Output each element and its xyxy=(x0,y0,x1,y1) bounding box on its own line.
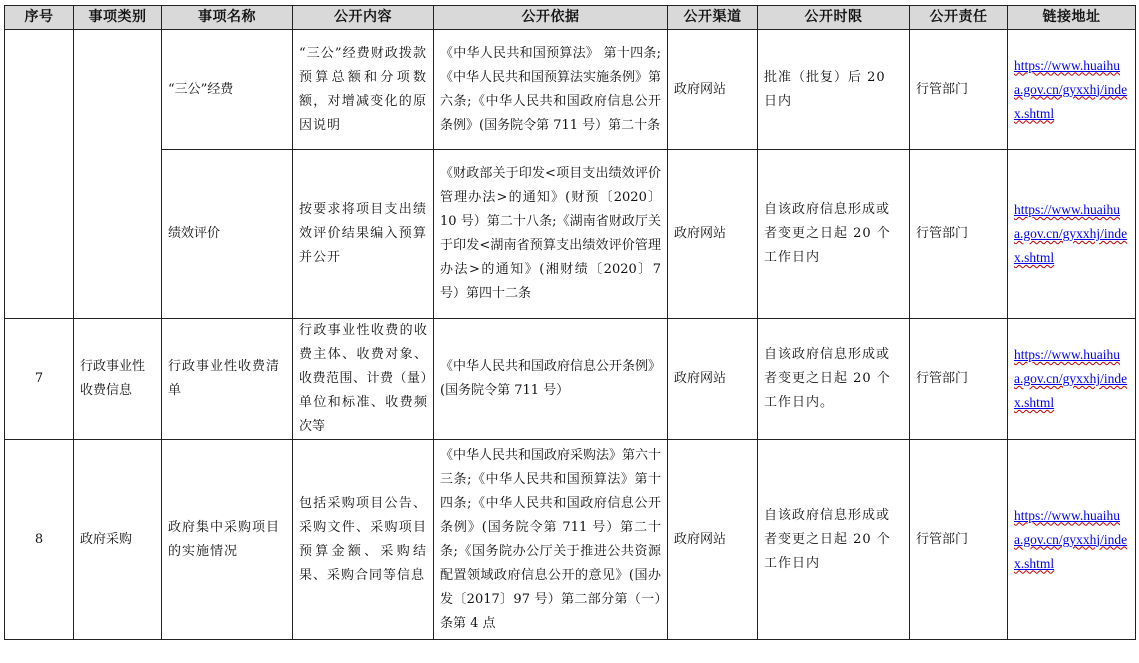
content-cell: “三公”经费财政拨款预算总额和分项数额，对增减变化的原因说明 xyxy=(293,30,434,150)
header-timeline: 公开时限 xyxy=(758,6,910,30)
link-text[interactable]: https://www.huaihua.gov.cn/gyxxhj/index.shtml xyxy=(1014,57,1128,121)
header-name: 事项名称 xyxy=(162,6,293,30)
table-row xyxy=(5,440,1136,640)
table-row xyxy=(5,319,1136,440)
header-category: 事项类别 xyxy=(74,6,162,30)
link-text[interactable]: https://www.huaihua.gov.cn/gyxxhj/index.shtml xyxy=(1014,347,1128,410)
link-text[interactable]: https://www.huaihua.gov.cn/gyxxhj/index.shtml xyxy=(1014,202,1128,265)
category-cell xyxy=(74,30,162,319)
name-cell: 绩效评价 xyxy=(162,150,293,319)
disclosure-table xyxy=(4,5,1136,640)
responsibility-cell: 行管部门 xyxy=(910,319,1008,440)
header-responsibility: 公开责任 xyxy=(910,6,1008,30)
link-url[interactable] xyxy=(1014,343,1129,415)
basis-cell: 《中华人民共和国政府采购法》第六十三条;《中华人民共和国预算法》第十四条;《中华人民共和国政府信息公开条例》(国务院令第 711 号）第二十条;《国务院办公厅关于推进公共资源配置领域政府信息公开的意见》(国办发〔2017〕97 号）第二部分第（一）条第 4 点 xyxy=(434,440,668,640)
disclosure-table-page xyxy=(4,5,1135,642)
responsibility-cell: 行管部门 xyxy=(910,30,1008,150)
channel-cell: 政府网站 xyxy=(668,30,758,150)
link-cell xyxy=(1008,440,1136,640)
timeline-cell: 自该政府信息形成或者变更之日起 20 个工作日内 xyxy=(758,150,910,319)
table-row xyxy=(5,30,1136,150)
table-row xyxy=(5,150,1136,319)
responsibility-cell: 行管部门 xyxy=(910,440,1008,640)
channel-cell: 政府网站 xyxy=(668,150,758,319)
category-cell: 政府采购 xyxy=(74,440,162,640)
channel-cell: 政府网站 xyxy=(668,319,758,440)
content-cell: 行政事业性收费的收费主体、收费对象、收费范围、计费（量）单位和标准、收费频次等 xyxy=(293,319,434,440)
category-cell: 行政事业性收费信息 xyxy=(74,319,162,440)
responsibility-cell: 行管部门 xyxy=(910,150,1008,319)
content-cell: 包括采购项目公告、采购文件、采购项目预算金额、采购结果、采购合同等信息 xyxy=(293,440,434,640)
header-link: 链接地址 xyxy=(1008,6,1136,30)
link-url[interactable] xyxy=(1014,54,1129,126)
timeline-cell: 自该政府信息形成或者变更之日起 20 个工作日内。 xyxy=(758,319,910,440)
seq-cell xyxy=(5,30,74,319)
header-seq: 序号 xyxy=(5,6,74,30)
link-url[interactable] xyxy=(1014,198,1129,270)
basis-cell: 《中华人民共和国预算法》 第十四条;《中华人民共和国预算法实施条例》第六条;《中华人民共和国政府信息公开条例》(国务院令第 711 号）第二十条 xyxy=(434,30,668,150)
timeline-cell: 自该政府信息形成或者变更之日起 20 个工作日内 xyxy=(758,440,910,640)
basis-cell: 《中华人民共和国政府信息公开条例》(国务院令第 711 号） xyxy=(434,319,668,440)
link-cell xyxy=(1008,30,1136,150)
name-cell: 政府集中采购项目的实施情况 xyxy=(162,440,293,640)
link-cell xyxy=(1008,150,1136,319)
seq-cell: 7 xyxy=(5,319,74,440)
header-channel: 公开渠道 xyxy=(668,6,758,30)
header-content: 公开内容 xyxy=(293,6,434,30)
timeline-cell: 批准（批复）后 20 日内 xyxy=(758,30,910,150)
header-row xyxy=(5,6,1136,30)
name-cell: 行政事业性收费清单 xyxy=(162,319,293,440)
header-basis: 公开依据 xyxy=(434,6,668,30)
basis-cell: 《财政部关于印发<项目支出绩效评价管理办法>的通知》(财预〔2020〕10 号）第二十八条;《湖南省财政厅关于印发<湖南省预算支出绩效评价管理办法>的通知》(湘财绩〔2020〕7 号）第四十二条 xyxy=(434,150,668,319)
link-url[interactable] xyxy=(1014,504,1129,576)
link-text[interactable]: https://www.huaihua.gov.cn/gyxxhj/index.shtml xyxy=(1014,507,1128,571)
content-cell: 按要求将项目支出绩效评价结果编入预算并公开 xyxy=(293,150,434,319)
channel-cell: 政府网站 xyxy=(668,440,758,640)
name-cell: “三公”经费 xyxy=(162,30,293,150)
seq-cell: 8 xyxy=(5,440,74,640)
link-cell xyxy=(1008,319,1136,440)
